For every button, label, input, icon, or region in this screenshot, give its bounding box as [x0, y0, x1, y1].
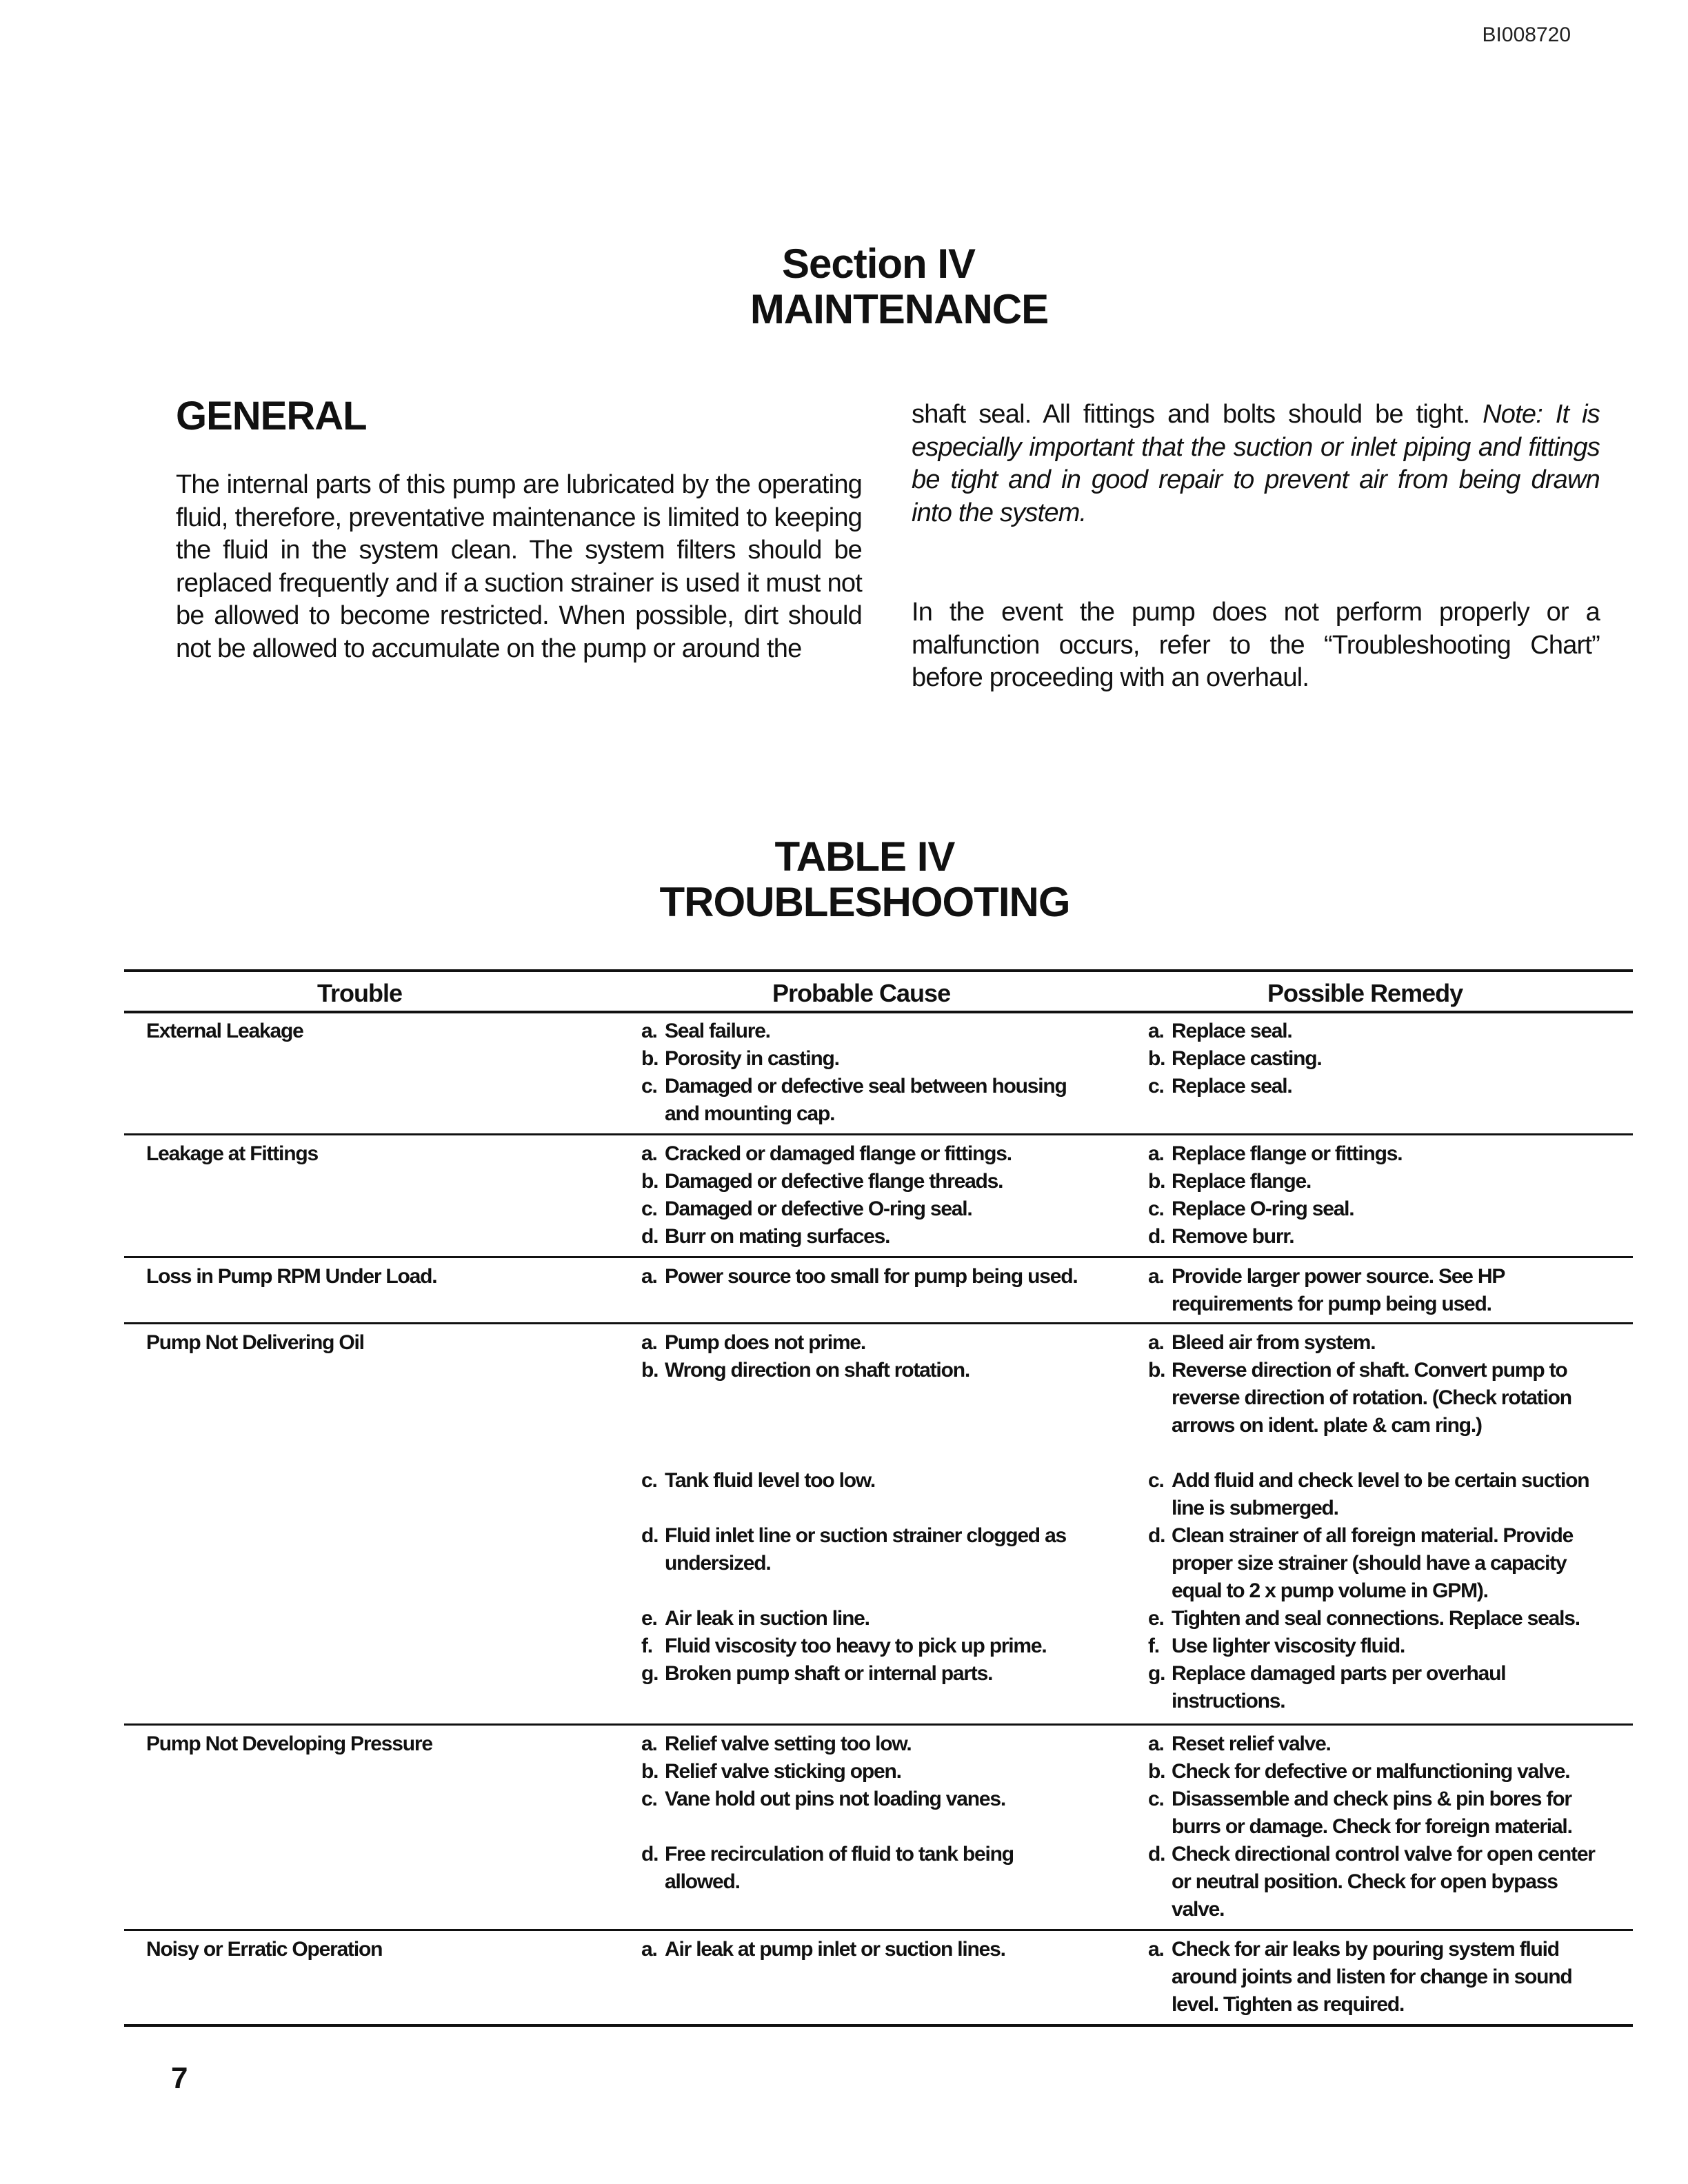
cause-item — [641, 1195, 1089, 1223]
remedy-item-text: Replace seal. — [1172, 1075, 1292, 1098]
cause-item — [641, 1786, 1089, 1813]
column-header-trouble: Trouble — [317, 979, 403, 1007]
cause-item-letter: b. — [641, 1359, 659, 1382]
trouble-cell: External Leakage — [146, 1020, 303, 1042]
remedy-item-text: Replace flange. — [1172, 1170, 1312, 1193]
cause-item — [641, 1632, 1089, 1660]
cause-item-text: Cracked or damaged flange or fittings. — [665, 1142, 1012, 1165]
remedy-item — [1148, 1758, 1596, 1786]
table-row-separator — [124, 1723, 1633, 1726]
cause-item-letter: a. — [641, 1142, 657, 1165]
cause-item-text: Tank fluid level too low. — [665, 1469, 876, 1492]
cause-item-text: Seal failure. — [665, 1020, 770, 1042]
cause-item-letter: a. — [641, 1331, 657, 1354]
cause-item — [641, 1467, 1089, 1495]
cause-item-text: Pump does not prime. — [665, 1331, 866, 1354]
cause-item-text: Vane hold out pins not loading vanes. — [665, 1788, 1005, 1810]
general-right-column — [912, 398, 1600, 695]
cause-item — [641, 1223, 1089, 1251]
cause-item — [641, 1073, 1089, 1128]
remedy-item-text: Bleed air from system. — [1172, 1331, 1376, 1354]
remedy-item-letter: d. — [1148, 1524, 1165, 1547]
cause-item-letter: b. — [641, 1170, 659, 1193]
remedy-item-text: Add fluid and check level to be certain suction line is submerged. — [1172, 1469, 1589, 1519]
trouble-cell: Pump Not Developing Pressure — [146, 1732, 432, 1755]
remedy-item-text: Clean strainer of all foreign material. Provide proper size strainer (should have a capacity equal to 2 x pump volume in GPM). — [1172, 1524, 1574, 1602]
remedy-item-letter: d. — [1148, 1843, 1165, 1866]
remedy-item — [1148, 1073, 1596, 1100]
cause-item — [641, 1605, 1089, 1632]
table-number: TABLE IV — [774, 833, 955, 880]
remedy-item-text: Replace flange or fittings. — [1172, 1142, 1403, 1165]
cause-item-letter: f. — [641, 1635, 652, 1657]
section-heading — [0, 241, 1688, 332]
remedy-item-letter: a. — [1148, 1142, 1164, 1165]
remedy-item-text: Reverse direction of shaft. Convert pump to reverse direction of rotation. (Check rotation arrows on ident. plate & cam ring.) — [1172, 1359, 1571, 1437]
cause-item-text: Wrong direction on shaft rotation. — [665, 1359, 969, 1382]
remedy-item-text: Replace seal. — [1172, 1020, 1292, 1042]
cause-item — [641, 1140, 1089, 1168]
remedy-item-text: Check for air leaks by pouring system fluid around joints and listen for change in sound level. Tighten as required. — [1172, 1938, 1572, 2016]
remedy-item-letter: e. — [1148, 1607, 1164, 1630]
general-paragraph-right-2: In the event the pump does not perform properly or a malfunction occurs, refer to the “Troubleshooting Chart” before proceeding with an overhaul. — [912, 598, 1600, 692]
remedy-item-text: Remove burr. — [1172, 1225, 1294, 1248]
cause-item — [641, 1758, 1089, 1786]
page-number: 7 — [171, 2061, 188, 2095]
cause-item-text: Air leak in suction line. — [665, 1607, 870, 1630]
trouble-cell: Leakage at Fittings — [146, 1142, 318, 1165]
remedy-item — [1148, 1195, 1596, 1223]
cause-item — [641, 1263, 1089, 1291]
remedy-item-letter: b. — [1148, 1047, 1165, 1070]
section-number: Section IV — [781, 241, 976, 287]
cause-item-text: Power source too small for pump being used. — [665, 1265, 1078, 1288]
cause-item-text: Damaged or defective O-ring seal. — [665, 1197, 972, 1220]
general-left-column — [176, 469, 862, 665]
cause-item-letter: c. — [641, 1075, 657, 1098]
cause-item — [641, 1045, 1089, 1073]
remedy-item-text: Reset relief valve. — [1172, 1732, 1331, 1755]
remedy-item — [1148, 1467, 1596, 1522]
remedy-item — [1148, 1263, 1596, 1318]
column-header-remedy: Possible Remedy — [1267, 979, 1463, 1007]
remedy-item — [1148, 1168, 1596, 1195]
remedy-item — [1148, 1018, 1596, 1045]
cause-item-text: Air leak at pump inlet or suction lines. — [665, 1938, 1005, 1961]
cause-item — [641, 1357, 1089, 1384]
remedy-item — [1148, 1045, 1596, 1073]
cause-item — [641, 1522, 1089, 1577]
table-heading — [0, 834, 1688, 925]
remedy-item — [1148, 1730, 1596, 1758]
remedy-item-letter: b. — [1148, 1359, 1165, 1382]
remedy-item-letter: a. — [1148, 1265, 1164, 1288]
section-title: MAINTENANCE — [750, 286, 1049, 332]
remedy-item-text: Tighten and seal connections. Replace seals. — [1172, 1607, 1580, 1630]
cause-item-letter: e. — [641, 1607, 657, 1630]
remedy-item-letter: g. — [1148, 1662, 1165, 1685]
general-heading: GENERAL — [176, 394, 367, 438]
table-top-rule — [124, 969, 1633, 972]
trouble-cell: Loss in Pump RPM Under Load. — [146, 1265, 437, 1288]
trouble-cell: Pump Not Delivering Oil — [146, 1331, 364, 1354]
cause-item-text: Broken pump shaft or internal parts. — [665, 1662, 993, 1685]
remedy-item-text: Replace damaged parts per overhaul instructions. — [1172, 1662, 1506, 1712]
general-paragraph-left: The internal parts of this pump are lubricated by the operating fluid, therefore, preventative maintenance is limited to keeping the fluid in the system clean. The system filters should be replaced frequently and if a suction strainer is used it must not be allowed to become restricted. When possible, dirt should not be allowed to accumulate on the pump or around the — [176, 470, 862, 663]
cause-item-text: Damaged or defective flange threads. — [665, 1170, 1003, 1193]
remedy-item-letter: b. — [1148, 1170, 1165, 1193]
cause-item-letter: a. — [641, 1265, 657, 1288]
cause-item-text: Relief valve setting too low. — [665, 1732, 912, 1755]
table-row-separator — [124, 1133, 1633, 1135]
remedy-item-letter: c. — [1148, 1469, 1164, 1492]
cause-item-letter: c. — [641, 1469, 657, 1492]
cause-item-letter: b. — [641, 1760, 659, 1783]
column-header-cause: Probable Cause — [772, 979, 951, 1007]
table-row-separator — [124, 1322, 1633, 1324]
remedy-item-letter: a. — [1148, 1938, 1164, 1961]
remedy-item — [1148, 1660, 1596, 1715]
cause-item — [641, 1018, 1089, 1045]
cause-item-letter: d. — [641, 1524, 659, 1547]
remedy-item-letter: d. — [1148, 1225, 1165, 1248]
table-header-rule — [124, 1011, 1633, 1013]
remedy-item — [1148, 1936, 1596, 2019]
remedy-item-letter: a. — [1148, 1020, 1164, 1042]
remedy-item-letter: c. — [1148, 1197, 1164, 1220]
remedy-item — [1148, 1841, 1596, 1923]
remedy-item-text: Replace O-ring seal. — [1172, 1197, 1354, 1220]
remedy-item-letter: b. — [1148, 1760, 1165, 1783]
cause-item-text: Free recirculation of fluid to tank being allowed. — [665, 1843, 1014, 1893]
cause-item-text: Relief valve sticking open. — [665, 1760, 901, 1783]
remedy-item-text: Disassemble and check pins & pin bores for burrs or damage. Check for foreign material. — [1172, 1788, 1572, 1838]
cause-item-letter: c. — [641, 1197, 657, 1220]
cause-item-text: Porosity in casting. — [665, 1047, 839, 1070]
remedy-item-text: Check for defective or malfunctioning valve. — [1172, 1760, 1570, 1783]
cause-item — [641, 1841, 1089, 1896]
remedy-item-text: Replace casting. — [1172, 1047, 1322, 1070]
remedy-item — [1148, 1786, 1596, 1841]
remedy-item-letter: c. — [1148, 1788, 1164, 1810]
cause-item — [641, 1168, 1089, 1195]
cause-item-letter: a. — [641, 1020, 657, 1042]
cause-item-text: Fluid viscosity too heavy to pick up prime. — [665, 1635, 1047, 1657]
remedy-item-letter: a. — [1148, 1732, 1164, 1755]
cause-item-text: Fluid inlet line or suction strainer clogged as undersized. — [665, 1524, 1067, 1575]
remedy-item — [1148, 1632, 1596, 1660]
cause-item — [641, 1329, 1089, 1357]
table-bottom-rule — [124, 2024, 1633, 2027]
remedy-item-letter: c. — [1148, 1075, 1164, 1098]
general-note: Note: It is especially important that the suction or inlet piping and fittings be tight and in good repair to prevent air from being drawn into the system. — [912, 400, 1600, 527]
document-id: BI008720 — [1482, 23, 1571, 46]
remedy-item — [1148, 1223, 1596, 1251]
cause-item-letter: d. — [641, 1225, 659, 1248]
trouble-cell: Noisy or Erratic Operation — [146, 1938, 383, 1961]
remedy-item-letter: f. — [1148, 1635, 1159, 1657]
table-row-separator — [124, 1256, 1633, 1258]
cause-item-letter: d. — [641, 1843, 659, 1866]
remedy-item-text: Provide larger power source. See HP requirements for pump being used. — [1172, 1265, 1505, 1315]
remedy-item-letter: a. — [1148, 1331, 1164, 1354]
remedy-item — [1148, 1522, 1596, 1605]
table-row-separator — [124, 1929, 1633, 1931]
cause-item-letter: b. — [641, 1047, 659, 1070]
cause-item-letter: a. — [641, 1938, 657, 1961]
remedy-item — [1148, 1357, 1596, 1439]
cause-item — [641, 1730, 1089, 1758]
remedy-item — [1148, 1140, 1596, 1168]
cause-item-letter: c. — [641, 1788, 657, 1810]
cause-item-text: Burr on mating surfaces. — [665, 1225, 890, 1248]
remedy-item-text: Check directional control valve for open center or neutral position. Check for open bypass valve. — [1172, 1843, 1595, 1921]
general-paragraph-right — [912, 398, 1600, 529]
table-title: TROUBLESHOOTING — [659, 879, 1070, 925]
cause-item — [641, 1936, 1089, 1963]
general-paragraph-right-start: shaft seal. All fittings and bolts should be tight. — [912, 400, 1470, 429]
cause-item-letter: g. — [641, 1662, 659, 1685]
remedy-item — [1148, 1329, 1596, 1357]
remedy-item — [1148, 1605, 1596, 1632]
cause-item-text: Damaged or defective seal between housing and mounting cap. — [665, 1075, 1067, 1125]
cause-item — [641, 1660, 1089, 1688]
cause-item-letter: a. — [641, 1732, 657, 1755]
remedy-item-text: Use lighter viscosity fluid. — [1172, 1635, 1405, 1657]
